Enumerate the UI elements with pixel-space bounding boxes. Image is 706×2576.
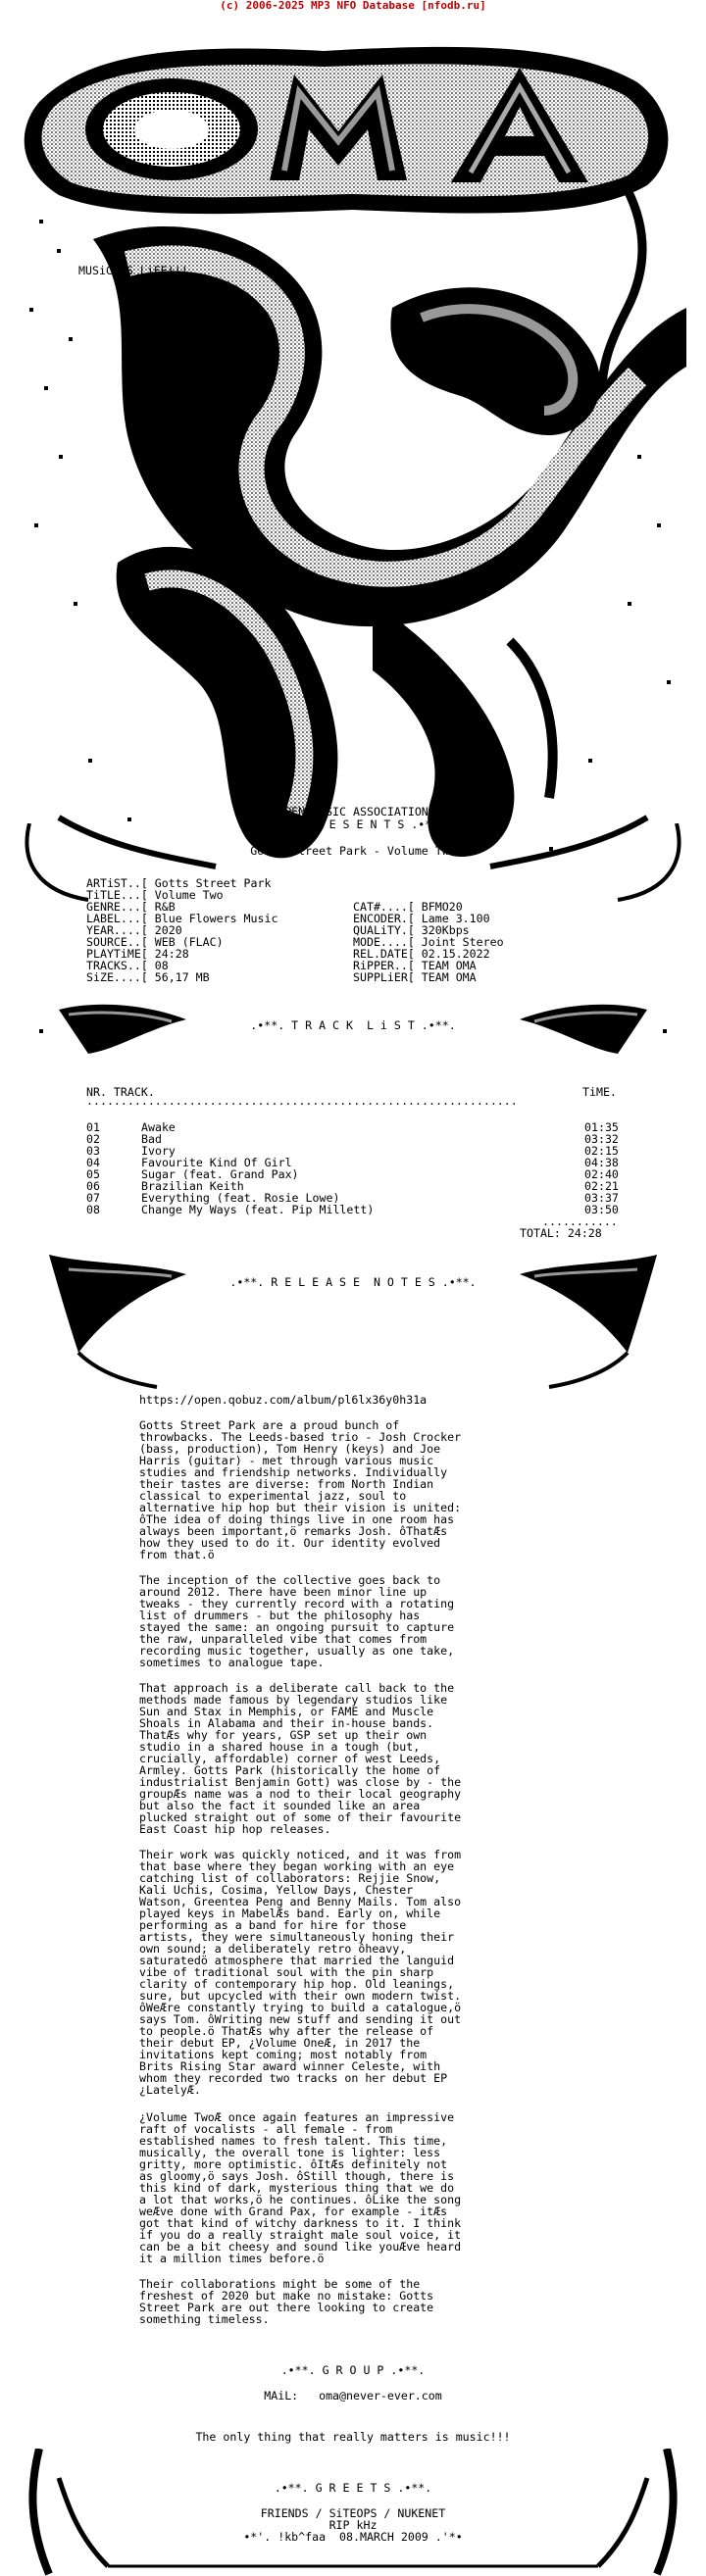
notes-line: Brits Rising Star award winner Celeste, with [139,2059,441,2073]
greets-heading: .•**. G R E E T S .•**. [274,2481,432,2495]
notes-line: Watson, Greentea Peng and Benny Mails. Tom also [139,1895,462,1908]
notes-line: that base where they began working with an eye [139,1859,455,1873]
track-time: 02:21 [584,1179,619,1193]
notes-line: Shoals in Alabama and their in-house bands. [139,1716,434,1730]
notes-line: established names to fresh talent. This time, [139,2134,448,2148]
track-time: 03:32 [584,1132,619,1146]
track-title: Ivory [141,1144,176,1158]
notes-heading-art [0,1245,706,1392]
motto: The only thing that really matters is music!!! [195,2430,511,2444]
notes-line: The inception of the collective goes back to [139,1573,441,1587]
notes-line: alternative hip hop but their vision is united: [139,1501,462,1514]
total-playtime: TOTAL: 24:28 [520,1226,602,1240]
notes-line: always been important,ö remarks Josh. ôThatÆs [139,1524,448,1538]
track-divider: ······························································· [86,1097,518,1111]
track-number: 07 [86,1191,100,1205]
notes-line: methods made famous by legendary studios like [139,1693,448,1707]
notes-line: (bass, production), Tom Henry (keys) and Joe [139,1442,441,1456]
notes-line: ThatÆs why for years, GSP set up their own [139,1728,428,1742]
info-playtime: PLAYTiME[ 24:28 [86,947,189,961]
notes-line: ¿LatelyÆ. [139,2083,201,2097]
info-genre: GENRE...[ R&B [86,900,176,914]
notes-line: list of drummers - but the philosophy has [139,1609,421,1622]
notes-line: played keys in MabelÆs band. Early on, while [139,1907,441,1920]
notes-line: recording music together, usually as one take, [139,1644,455,1658]
track-title: Bad [141,1132,162,1146]
info-supplier: SUPPLiER[ TEAM OMA [353,970,477,984]
presents-line: .•**. P R E S E N T S .•**. [260,817,446,831]
notes-line: but also the fact it sounded like an area [139,1799,421,1812]
notes-line: Kali Uchis, Cosima, Yellow Days, Chester [139,1883,414,1897]
track-title: Favourite Kind Of Girl [141,1156,292,1169]
notes-line: own sound; a deliberately retro ôheavy, [139,1942,407,1956]
track-header-right: TiME. [582,1085,617,1099]
group-heading: .•**. G R O U P .•**. [280,2363,426,2377]
notes-line: saturatedö atmosphere that married the languid [139,1954,455,1967]
notes-line: it a million times before.ö [139,2252,325,2265]
notes-line: got that kind of witchy darkness to it. I think [139,2216,462,2230]
notes-line: classical to experimental jazz, soul to [139,1489,407,1503]
notes-line: raft of vocalists - all female - from [139,2122,393,2136]
group-full-name: OPEN MUSIC ASSOCIATION [277,805,429,818]
notes-line: sometimes to analogue tape. [139,1656,325,1669]
info-cat: CAT#....[ BFMO20 [353,900,463,914]
notes-line: East Coast hip hop releases. [139,1822,331,1836]
tracklist-heading: .•**. T R A C K L i S T .•**. [250,1018,456,1032]
track-number: 05 [86,1167,100,1181]
notes-line: catching list of collaborators: Rejjie Snow, [139,1871,441,1885]
info-title: TiTLE...[ Volume Two [86,888,224,902]
notes-line: can be a bit cheesy and sound like youÆve heard [139,2240,462,2254]
track-header-left: NR. TRACK. [86,1085,155,1099]
notes-line: Gotts Street Park are a proud bunch of [139,1418,400,1432]
notes-line: Their work was quickly noticed, and it was from [139,1848,462,1861]
notes-line: freshest of 2020 but make no mistake: Gotts [139,2289,434,2303]
nfodb-header: (c) 2006-2025 MP3 NFO Database [nfodb.ru] [220,0,486,12]
notes-line: ¿Volume TwoÆ once again features an impressive [139,2110,455,2124]
notes-line: stayed the same: an ongoing pursuit to capture [139,1620,455,1634]
notes-line: tweaks - they currently record with a rotating [139,1597,455,1610]
notes-line: says Tom. ôWriting new stuff and sending it out [139,2012,462,2026]
track-number: 03 [86,1144,100,1158]
track-time: 04:38 [584,1156,619,1169]
notes-line: Armley. Gotts Park (historically the home of [139,1763,441,1777]
notes-line: musically, the overall tone is lighter: less [139,2146,441,2159]
notes-line: vibe of traditional soul with the pin sharp [139,1965,434,1979]
info-year: YEAR....[ 2020 [86,923,182,937]
track-time: 03:37 [584,1191,619,1205]
track-number: 01 [86,1120,100,1134]
notes-line: groupÆs name was a nod to their local geography [139,1787,462,1801]
notes-line: crucially, affordable) corner of west Leeds, [139,1752,441,1765]
notes-line: invitations kept coming; most notably from [139,2048,428,2061]
notes-line: something timeless. [139,2312,270,2326]
notes-line: artists, they were simultaneously honing their [139,1930,455,1944]
greets-line-1: FRIENDS / SiTEOPS / NUKENET [260,2506,446,2520]
info-rel-date: REL.DATE[ 02.15.2022 [353,947,490,961]
oma-ascii-logo-art [0,14,706,876]
notes-line: this kind of dark, mysterious thing that we do [139,2181,455,2195]
track-number: 06 [86,1179,100,1193]
notes-line: weÆve done with Grand Pax, for example - itÆs [139,2204,448,2218]
notes-line: throwbacks. The Leeds-based trio - Josh Crocker [139,1430,462,1444]
track-number: 04 [86,1156,100,1169]
mail-line: MAiL: oma@never-ever.com [264,2389,442,2403]
notes-line: their debut EP, ¿Volume OneÆ, in 2017 the [139,2036,421,2050]
info-source: SOURCE..[ WEB (FLAC) [86,935,224,949]
track-title: Change My Ways (feat. Pip Millett) [141,1203,375,1216]
notes-line: Street Park are out there looking to create [139,2301,434,2314]
notes-line: the raw, unparalleled vibe that comes from [139,1632,428,1646]
notes-line: whom they recorded two tracks on her debut EP [139,2071,448,2085]
track-title: Awake [141,1120,176,1134]
notes-line: gritty, more optimistic. ôItÆs definitely not [139,2157,448,2171]
notes-line: their tastes are diverse: from North Indian [139,1477,434,1491]
notes-line: Harris (guitar) - met through various music [139,1454,434,1467]
track-number: 02 [86,1132,100,1146]
info-encoder: ENCODER.[ Lame 3.100 [353,912,490,925]
info-tracks: TRACKS..[ 08 [86,959,169,972]
notes-line: That approach is a deliberate call back to the [139,1681,455,1695]
info-quality: QUALiTY.[ 320Kbps [353,923,470,937]
notes-line: studies and friendship networks. Individually [139,1465,448,1479]
notes-line: a lot that works,ö he continues. ôLike the song [139,2193,462,2206]
track-title: Everything (feat. Rosie Lowe) [141,1191,340,1205]
notes-line: clarity of contemporary hip hop. Old leanings, [139,1977,455,1991]
notes-line: as gloomy,ö says Josh. ôStill though, there is [139,2169,455,2183]
notes-url: https://open.qobuz.com/album/pl6lx36y0h31a [139,1393,428,1407]
notes-line: ôWeÆre constantly trying to build a catalogue,ö [139,2001,462,2014]
notes-line: plucked straight out of some of their favourite [139,1810,462,1824]
notes-line: how they used to do it. Our identity evolved [139,1536,441,1550]
tagline: MUSiC iS LiFE!!! [78,264,188,277]
track-time: 03:50 [584,1203,619,1216]
track-time: 01:35 [584,1120,619,1134]
notes-line: Sun and Stax in Memphis, or FAME and Muscle [139,1705,434,1718]
track-time: 02:40 [584,1167,619,1181]
notes-heading: .•**. R E L E A S E N O T E S .•**. [229,1275,477,1289]
total-dots: ........... [542,1214,618,1228]
notes-line: studio in a shared house in a tough (but, [139,1740,421,1754]
release-title: Gotts Street Park - Volume Two [250,844,456,858]
info-artist: ARTiST..[ Gotts Street Park [86,876,272,890]
info-size: SiZE....[ 56,17 MB [86,970,210,984]
info-ripper: RiPPER..[ TEAM OMA [353,959,477,972]
signature: •*'. !kb^faa 08.MARCH 2009 .'*• [243,2530,463,2544]
greets-line-2: RIP kHz [328,2518,378,2532]
notes-line: ôThe idea of doing things live in one room has [139,1512,455,1526]
info-mode: MODE....[ Joint Stereo [353,935,504,949]
notes-line: from that.ö [139,1548,215,1561]
track-number: 08 [86,1203,100,1216]
notes-line: sure, but upcycled with their own modern twist. [139,1989,462,2003]
track-title: Sugar (feat. Grand Pax) [141,1167,299,1181]
notes-line: Their collaborations might be some of the [139,2277,421,2291]
info-label: LABEL...[ Blue Flowers Music [86,912,278,925]
track-title: Brazilian Keith [141,1179,244,1193]
notes-line: if you do a really straight male soul voice, it [139,2228,462,2242]
notes-line: industrialist Benjamin Gott) was close by - the [139,1775,462,1789]
notes-line: to people.ö ThatÆs why after the release of [139,2024,434,2038]
notes-line: performing as a band for hire for those [139,1918,407,1932]
notes-line: around 2012. There have been minor line up [139,1585,428,1599]
track-time: 02:15 [584,1144,619,1158]
